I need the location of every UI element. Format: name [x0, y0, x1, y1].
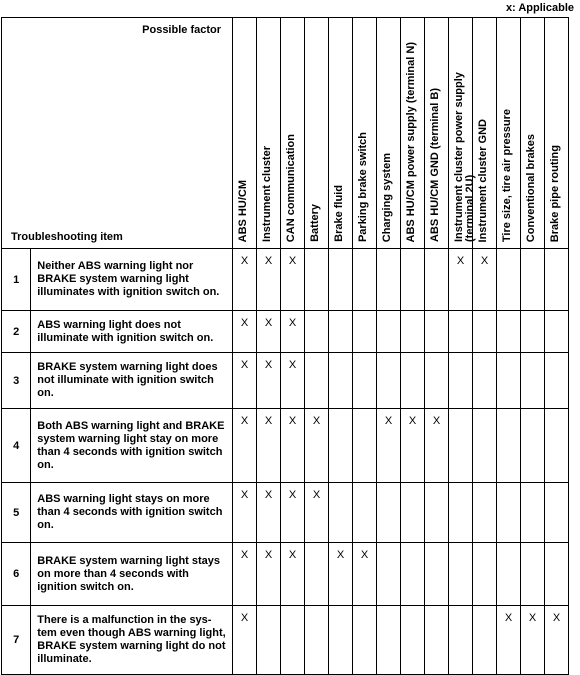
applicable-mark: X [281, 543, 305, 606]
applicable-mark: X [281, 409, 305, 483]
applicable-mark [305, 311, 329, 353]
table-row [2, 483, 569, 543]
applicable-mark [545, 311, 569, 353]
factor-header: ABS HU/CM [233, 18, 257, 249]
applicable-mark [401, 543, 425, 606]
applicable-mark [521, 249, 545, 311]
applicable-mark: X [353, 543, 377, 606]
applicable-mark: X [233, 353, 257, 409]
applicable-mark [329, 483, 353, 543]
applicable-mark: X [257, 311, 281, 353]
table-row [2, 409, 569, 483]
applicable-mark [401, 483, 425, 543]
applicable-mark [329, 311, 353, 353]
applicable-mark [305, 606, 329, 675]
row-number: 5 [2, 483, 31, 543]
troubleshooting-item: BRAKE system warning light does not illuminate with ignition switch on. [31, 353, 233, 409]
row-number: 7 [2, 606, 31, 675]
applicable-mark: X [521, 606, 545, 675]
factor-header: Brake fluid [329, 18, 353, 249]
applicable-mark [401, 606, 425, 675]
applicable-mark [281, 606, 305, 675]
row-number: 6 [2, 543, 31, 606]
applicable-mark [401, 311, 425, 353]
applicable-mark: X [281, 353, 305, 409]
row-number: 4 [2, 409, 31, 483]
applicable-mark: X [377, 409, 401, 483]
applicable-mark [521, 483, 545, 543]
applicable-mark: X [497, 606, 521, 675]
applicable-mark [473, 409, 497, 483]
applicable-mark [353, 311, 377, 353]
applicable-mark [497, 249, 521, 311]
troubleshooting-table [1, 17, 569, 675]
applicable-mark [401, 249, 425, 311]
applicable-mark [497, 483, 521, 543]
applicable-mark [521, 409, 545, 483]
applicable-mark: X [257, 543, 281, 606]
applicable-mark [497, 409, 521, 483]
applicable-mark [473, 606, 497, 675]
applicable-mark [257, 606, 281, 675]
applicable-mark: X [233, 311, 257, 353]
factor-header: Instrument cluster GND [473, 18, 497, 249]
applicable-mark [353, 409, 377, 483]
table-row [2, 353, 569, 409]
applicable-mark: X [233, 249, 257, 311]
applicable-mark [425, 543, 449, 606]
applicable-mark [545, 483, 569, 543]
factor-header: Battery [305, 18, 329, 249]
applicable-mark [545, 543, 569, 606]
applicable-mark: X [425, 409, 449, 483]
factor-header: Brake pipe routing [545, 18, 569, 249]
factor-header: CAN communication [281, 18, 305, 249]
applicable-mark: X [305, 483, 329, 543]
applicable-mark: X [233, 483, 257, 543]
factor-header: Tire size, tire air pressure [497, 18, 521, 249]
troubleshooting-item: Both ABS warning light and BRAKE system warning light stay on more than 4 seconds with ignition switch on. [31, 409, 233, 483]
applicable-mark [521, 543, 545, 606]
applicable-mark [329, 409, 353, 483]
applicable-mark [497, 311, 521, 353]
applicable-mark [449, 311, 473, 353]
applicable-mark: X [281, 249, 305, 311]
applicable-mark: X [281, 311, 305, 353]
applicable-mark [377, 353, 401, 409]
troubleshooting-item: BRAKE system warning light stays on more than 4 seconds with ignition switch on. [31, 543, 233, 606]
applicable-mark [521, 311, 545, 353]
applicable-mark: X [257, 249, 281, 311]
applicable-mark [377, 543, 401, 606]
applicable-mark [497, 353, 521, 409]
applicable-mark [449, 543, 473, 606]
applicable-mark: X [257, 353, 281, 409]
applicable-mark [425, 311, 449, 353]
row-number: 3 [2, 353, 31, 409]
table-row [2, 311, 569, 353]
applicable-mark: X [233, 543, 257, 606]
applicable-mark [329, 249, 353, 311]
applicable-mark [473, 543, 497, 606]
applicable-mark [449, 606, 473, 675]
factor-header: Conventional brakes [521, 18, 545, 249]
applicable-mark [353, 353, 377, 409]
applicable-mark [545, 409, 569, 483]
applicable-mark [449, 409, 473, 483]
table-row [2, 543, 569, 606]
applicable-mark [473, 483, 497, 543]
applicable-mark [353, 483, 377, 543]
row-number: 2 [2, 311, 31, 353]
factor-header: Parking brake switch [353, 18, 377, 249]
applicable-mark [377, 483, 401, 543]
troubleshooting-item-label: Troubleshooting item [11, 231, 123, 243]
applicable-mark [425, 483, 449, 543]
applicable-mark [473, 311, 497, 353]
factor-header: ABS HU/CM power supply (terminal N) [401, 18, 425, 249]
applicable-mark [425, 353, 449, 409]
applicable-mark [305, 249, 329, 311]
applicable-mark [449, 483, 473, 543]
applicable-mark [497, 543, 521, 606]
applicable-mark [377, 606, 401, 675]
applicable-mark: X [305, 409, 329, 483]
troubleshooting-item: ABS warning light stays on more than 4 seconds with ignition switch on. [31, 483, 233, 543]
corner-header [2, 18, 233, 249]
applicable-mark [377, 311, 401, 353]
troubleshooting-item: Neither ABS warning light nor BRAKE system warning light illuminates with ignition switch on. [31, 249, 233, 311]
table-row [2, 249, 569, 311]
applicable-mark [425, 606, 449, 675]
applicable-mark [401, 353, 425, 409]
legend: x: Applicable [505, 2, 574, 14]
factor-header: Instrument cluster [257, 18, 281, 249]
applicable-mark [329, 606, 353, 675]
row-number: 1 [2, 249, 31, 311]
factor-header: ABS HU/CM GND (terminal B) [425, 18, 449, 249]
applicable-mark: X [473, 249, 497, 311]
applicable-mark [545, 249, 569, 311]
applicable-mark: X [449, 249, 473, 311]
applicable-mark [353, 606, 377, 675]
applicable-mark [353, 249, 377, 311]
applicable-mark [305, 543, 329, 606]
applicable-mark: X [401, 409, 425, 483]
applicable-mark [329, 353, 353, 409]
applicable-mark [545, 353, 569, 409]
table-body [2, 249, 569, 675]
applicable-mark [521, 353, 545, 409]
applicable-mark [425, 249, 449, 311]
applicable-mark [473, 353, 497, 409]
possible-factor-label: Possible factor [142, 24, 221, 36]
applicable-mark [377, 249, 401, 311]
factor-header: Charging system [377, 18, 401, 249]
table-row [2, 606, 569, 675]
applicable-mark [449, 353, 473, 409]
troubleshooting-item: ABS warning light does not illuminate with ignition switch on. [31, 311, 233, 353]
applicable-mark [305, 353, 329, 409]
applicable-mark: X [257, 483, 281, 543]
header-row [2, 18, 569, 249]
applicable-mark: X [329, 543, 353, 606]
troubleshooting-item: There is a malfunction in the sys- tem even though ABS warning light, BRAKE system warning light do not illuminate. [31, 606, 233, 675]
factor-header: Instrument cluster power supply (terminal 2U) [449, 18, 473, 249]
applicable-mark: X [257, 409, 281, 483]
applicable-mark: X [233, 409, 257, 483]
applicable-mark: X [281, 483, 305, 543]
applicable-mark: X [233, 606, 257, 675]
applicable-mark: X [545, 606, 569, 675]
